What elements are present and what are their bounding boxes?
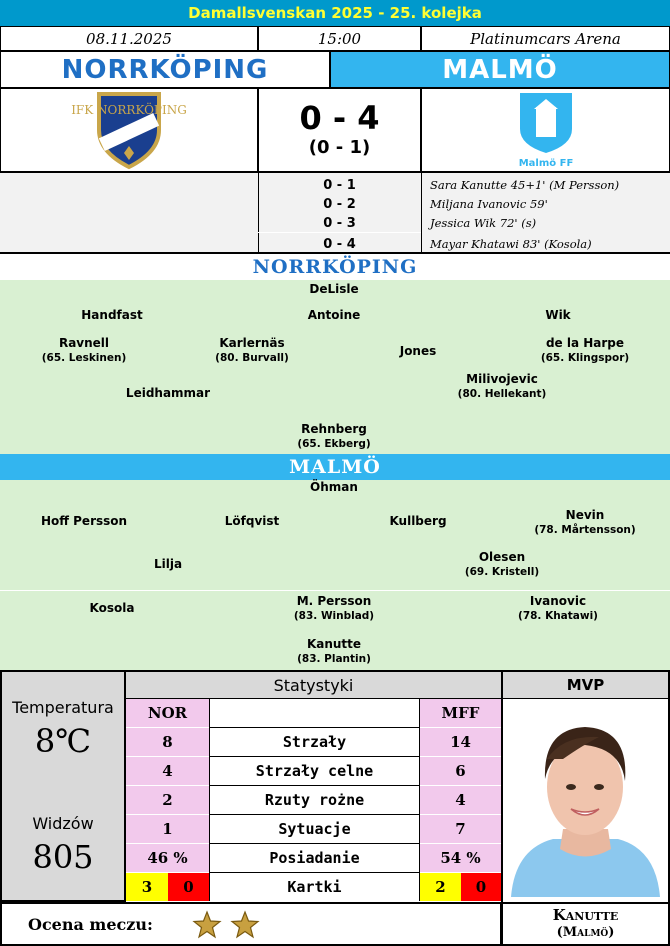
stat-away-value: 54 % [420,844,501,872]
stat-label: Posiadanie [209,844,420,872]
lineup-player [545,308,570,323]
lineup-player [309,282,358,297]
player-name: Lilja [153,557,183,571]
match-time-text: 15:00 [317,29,362,48]
home-logo-text [71,101,187,117]
lineup-player [225,514,280,529]
svg-text:Malmö FF: Malmö FF [518,158,573,169]
stats-title-text: Statystyki [273,675,354,695]
attendance-value: 805 [32,838,94,876]
lineup-player [90,601,135,616]
goal-score: 0 - 4 [323,236,356,252]
lineup-player [308,308,361,323]
player-name: Kullberg [389,514,447,528]
stat-away-value: 6 [420,757,501,785]
lineup-player [458,372,547,402]
home-lineup-title-text: NORRKÖPING [252,256,418,278]
goal-scorer: Jessica Wik 72' (s) [430,216,537,230]
lineup-player [126,386,210,401]
player-name: Ivanovic [529,594,587,608]
star-icon [192,910,222,940]
player-name: Löfqvist [224,514,280,528]
stat-home-value: 4 [126,757,209,785]
half-time-score: (0 - 1) [308,137,371,158]
stat-home-value: 2 [126,786,209,814]
home-lineup-pitch [0,280,670,454]
temperature-label: Temperatura [12,698,114,717]
away-lineup-title [0,454,670,480]
stats-header-blank [209,699,420,727]
stat-away-value: 4 [420,786,501,814]
lineup-player [297,637,371,667]
away-abbr: MFF [420,699,501,727]
player-name: Jones [399,344,437,358]
lineup-player [400,344,437,359]
player-name: Rehnberg [301,422,367,436]
player-name: Kosola [89,601,135,615]
cards-label: Kartki [209,873,420,901]
player-name: Handfast [81,308,143,322]
goal-scorer: Sara Kanutte 45+1' (M Persson) [430,178,620,192]
player-name: Öhman [310,480,358,494]
attendance-label: Widzów [32,814,94,833]
lineup-player [518,594,598,624]
goal-scorer: Miljana Ivanovic 59' [430,197,548,211]
player-name: de la Harpe [545,336,625,350]
home-team-name-text: NORRKÖPING [61,54,269,85]
stat-away-value: 7 [420,815,501,843]
player-name: Karlernäs [219,336,285,350]
match-date-text: 08.11.2025 [86,29,172,48]
svg-text:IFK NORRKÖPING: IFK NORRKÖPING [71,103,187,117]
player-name: Hoff Persson [40,514,128,528]
mvp-portrait-icon [503,699,668,902]
player-name: M. Persson [296,594,372,608]
match-rating-row [0,902,501,946]
player-name: Ravnell [58,336,110,350]
home-abbr: NOR [126,699,209,727]
player-name: DeLisle [309,282,359,296]
player-substitution: (83. Plantin) [297,653,371,665]
player-substitution: (69. Kristell) [464,566,540,578]
lineup-player [42,336,127,366]
full-time-score: 0 - 4 [299,99,380,137]
mvp-title [501,670,670,699]
pitch-line [0,590,670,591]
stat-away-value: 14 [420,728,501,756]
player-substitution: (83. Winblad) [293,610,375,622]
away-team-name [330,51,670,88]
away-team-name-text: MALMÖ [442,54,558,85]
home-lineup-title [0,254,670,280]
lineup-player [534,508,635,538]
goals-section [0,172,670,254]
stat-home-value: 1 [126,815,209,843]
away-red-cards: 0 [461,873,501,901]
stat-label: Sytuacje [209,815,420,843]
stats-header-row [126,699,501,728]
goal-score: 0 - 3 [323,215,356,231]
lineup-player [294,594,374,624]
match-time [258,26,421,51]
stat-row [126,815,501,844]
away-logo-cell [421,88,670,172]
match-rating-label: Ocena meczu: [28,915,153,934]
mvp-title-text: MVP [566,676,605,694]
stat-home-value: 8 [126,728,209,756]
player-substitution: (78. Mårtensson) [534,524,636,536]
home-yellow-cards: 3 [126,873,168,901]
stat-row [126,844,501,873]
goals-divider-right [421,173,422,253]
player-substitution: (80. Burvall) [215,352,289,364]
stat-row [126,728,501,757]
away-logo-text [518,158,573,169]
malmo-crest-icon [506,89,586,171]
lineup-player [541,336,629,366]
home-team-name [0,51,330,88]
goal-scorer: Mayar Khatawi 83' (Kosola) [430,237,592,251]
mvp-photo [501,699,670,902]
lineup-player [215,336,289,366]
norrkoping-crest-icon [71,90,187,170]
lineup-player [389,514,446,529]
lineup-player [154,557,182,572]
mvp-club: (Malmö) [556,925,615,940]
player-name: Milivojevic [466,372,538,386]
goal-score: 0 - 2 [323,196,356,212]
lineup-player [297,422,370,452]
player-substitution: (65. Leskinen) [41,352,127,364]
match-date [0,26,258,51]
player-substitution: (80. Hellekant) [457,388,547,400]
cards-row [126,873,501,902]
away-yellow-cards: 2 [420,873,461,901]
player-name: Wik [545,308,571,322]
stat-label: Strzały [209,728,420,756]
stat-label: Rzuty rożne [209,786,420,814]
star-icon [230,910,260,940]
lineup-player [41,514,127,529]
player-name: Leidhammar [125,386,211,400]
competition-title [0,0,670,26]
stat-row [126,757,501,786]
player-name: Nevin [565,508,605,522]
away-lineup-pitch [0,480,670,670]
away-lineup-title-text: MALMÖ [289,456,381,478]
rating-stars [192,910,268,940]
lineup-player [465,550,539,580]
goal-score: 0 - 1 [323,177,356,193]
player-name: Kanutte [306,637,362,651]
stat-row [126,786,501,815]
temperature-value: 8℃ [34,722,92,760]
lineup-player [81,308,142,323]
player-substitution: (65. Klingspor) [540,352,630,364]
home-red-cards: 0 [168,873,209,901]
stat-home-value: 46 % [126,844,209,872]
player-name: Olesen [478,550,526,564]
match-venue-text: Platinumcars Arena [470,29,621,48]
stats-title [126,670,501,699]
score-cell [258,88,421,172]
stat-label: Strzały celne [209,757,420,785]
player-name: Antoine [307,308,361,322]
mvp-name: Kanutte [552,906,619,924]
competition-title-text: Damallsvenskan 2025 - 25. kolejka [188,4,482,22]
conditions-panel [0,670,126,902]
home-logo-cell [0,88,258,172]
player-substitution: (78. Khatawi) [518,610,598,622]
player-substitution: (65. Ekberg) [297,438,371,450]
match-venue [421,26,670,51]
lineup-player [310,480,358,495]
mvp-name-box [501,902,670,946]
